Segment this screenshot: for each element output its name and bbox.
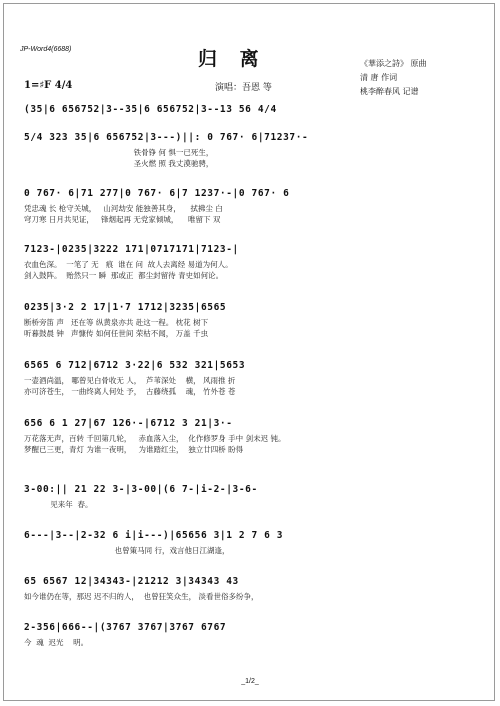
lyric-verse-1: 见来年 春。 xyxy=(24,500,93,509)
notation-line: 5/4 323 35|6 656752|3---)||: 0 767· 6|71237·- xyxy=(24,132,309,143)
lyric-verse-2: 圣火燃 照 我丈漠驰骋， xyxy=(24,159,214,168)
lyric-verse-1: 断桥旁笛 声 还在等 纵黄泉亦共 赴这一程。 枕花 树下 xyxy=(24,318,209,327)
notation-line: 2-356|666--|(3767 3767|3767 6767 xyxy=(24,622,227,633)
lyric-verse-2: 梦醒已三更，青灯 为谁一夜明， 为谁踏红尘， 独立廿四桥 盼得 xyxy=(24,445,244,454)
notation-line: 0 767· 6|71 277|0 767· 6|7 1237·-|0 767· 6 xyxy=(24,188,290,199)
credit-line-3: 桃李醉春风 记谱 xyxy=(360,87,419,96)
lyric-verse-2: 剑入鼓阵。 贻然只一 瞬 那或正 都尘封留待 青史如何论。 xyxy=(24,271,224,280)
notation-line: 6---|3--|2-32 6 i|i---)|65656 3|1 2 7 6 3 xyxy=(24,530,284,541)
notation-line: 656 6 1 27|67 126·-|6712 3 21|3·- xyxy=(24,418,233,429)
lyric-verse-1: 如今谁仍在等，那迟 迟不归的人， 也曾狂笑众生， 淡看世俗多纷争， xyxy=(24,592,259,601)
key-signature: 1=♯F 4/4 xyxy=(24,80,73,91)
notation-line: 6565 6 712|6712 3·22|6 532 321|5653 xyxy=(24,360,246,371)
performer: 演唱：吾恩 等 xyxy=(215,83,272,93)
notation-line: 3-00:|| 21 22 3-|3-00|(6 7-|i-2-|3-6- xyxy=(24,484,258,495)
lyric-verse-1: 今 魂 迟光 明。 xyxy=(24,638,89,647)
lyric-verse-1: 也曾策马同 行，戏言他日江湖逢， xyxy=(24,546,230,555)
file-tag: JP-Word4(6688) xyxy=(20,46,72,53)
lyric-verse-1: 一壶酒尚温， 哪曾见白骨收无 人， 芦苇深处 横， 风雨推 折 xyxy=(24,376,236,385)
page-number: _1/2_ xyxy=(241,678,259,685)
lyric-verse-1: 衣血色深。 一笔了 无 痕 谁在 问 故人去离经 易道为何人。 xyxy=(24,260,233,269)
notation-line: 7123-|0235|3222 171|0717171|7123-| xyxy=(24,244,239,255)
notation-line: 0235|3·2 2 17|1·7 1712|3235|6565 xyxy=(24,302,227,313)
notation-line: (35|6 656752|3--35|6 656752|3--13 56 4/4 xyxy=(24,104,277,115)
lyric-verse-2: 亦可济苍生， 一曲终离人何处 予， 古藤绕孤 魂， 竹外苍 苍 xyxy=(24,387,236,396)
lyric-verse-1: 万花落无声，百转 千回第几轮， 赤血落入尘， 化作修罗身 手中 剑未迟 钝。 xyxy=(24,434,286,443)
notation-line: 65 6567 12|34343-|21212 3|34343 43 xyxy=(24,576,239,587)
song-title: 归 离 xyxy=(198,48,267,70)
lyric-verse-2: 穹刀寒 日月共见证， 锋烟起再 无党家倾城， 唯留下 双 xyxy=(24,215,221,224)
lyric-verse-1: 凭忠魂 长 枪守关城， 山河劫安 能独善其身， 拭拂尘 白 xyxy=(24,204,223,213)
credit-line-2: 清 唐 作词 xyxy=(360,73,398,82)
lyric-verse-1: 铁骨铮 何 惧一已死生， xyxy=(24,148,214,157)
credit-line-1: 《華添之詩》 原曲 xyxy=(360,59,427,68)
lyric-verse-2: 听暮鼓晨 钟 声慷传 如何任世间 荣枯不闻， 万盖 千虫 xyxy=(24,329,209,338)
